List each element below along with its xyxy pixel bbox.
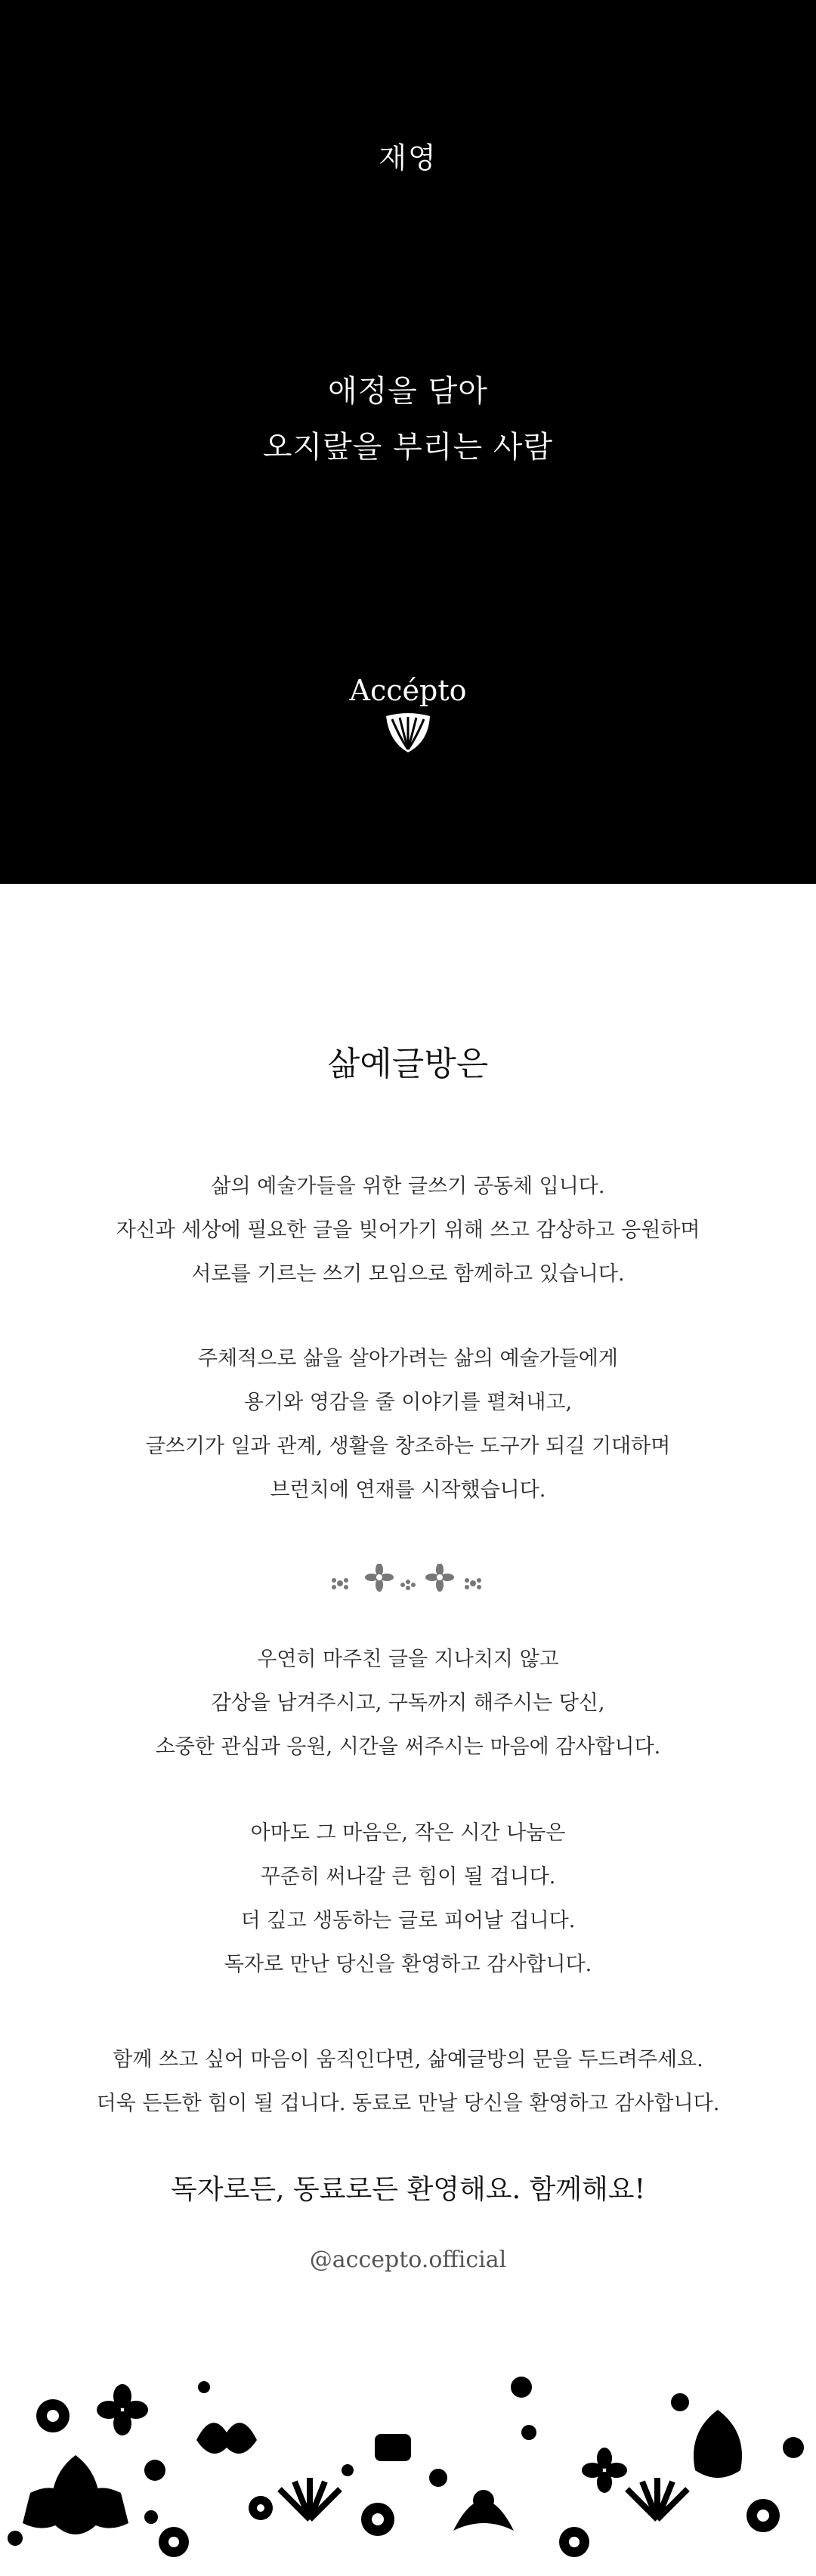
intro-section bbox=[0, 884, 816, 2334]
tagline-line-1: 애정을 담아 bbox=[328, 374, 488, 409]
paragraph-2 bbox=[0, 1337, 816, 1512]
text-line: 더욱 든든한 힘이 될 겁니다. 동료로 만날 당신을 환영하고 감사합니다. bbox=[96, 2092, 720, 2115]
paragraph-5 bbox=[0, 2038, 816, 2126]
text-line: 독자로 만난 당신을 환영하고 감사합니다. bbox=[224, 1953, 592, 1976]
text-line: 함께 쓰고 싶어 마음이 움직인다면, 삶예글방의 문을 두드려주세요. bbox=[113, 2048, 703, 2071]
text-line: 브런치에 연재를 시작했습니다. bbox=[270, 1478, 546, 1502]
text-line: 소중한 관심과 응원, 시간을 써주시는 마음에 감사합니다. bbox=[155, 1735, 661, 1759]
author-name: 재영 bbox=[379, 141, 437, 175]
floral-border-icon bbox=[0, 2357, 816, 2576]
text-line: 글쓰기가 일과 관계, 생활을 창조하는 도구가 되길 기대하며 bbox=[145, 1435, 671, 1458]
text-line: 감상을 남겨주시고, 구독까지 해주시는 당신, bbox=[211, 1691, 605, 1715]
flower-divider-icon bbox=[325, 1564, 491, 1602]
paragraph-3 bbox=[0, 1638, 816, 1769]
text-line: 삶의 예술가들을 위한 글쓰기 공동체 입니다. bbox=[211, 1175, 605, 1198]
text-line: 서로를 기르는 쓰기 모임으로 함께하고 있습니다. bbox=[191, 1262, 625, 1286]
brand-logo-text: Accépto bbox=[349, 674, 467, 707]
text-line: 주체적으로 삶을 살아가려는 삶의 예술가들에게 bbox=[198, 1347, 618, 1370]
text-line: 용기와 영감을 줄 이야기를 펼쳐내고, bbox=[243, 1391, 573, 1414]
closing-message: 독자로든, 동료로든 환영해요. 함께해요! bbox=[170, 2174, 646, 2205]
section-title: 삶예글방은 bbox=[327, 1045, 489, 1083]
hero-section bbox=[0, 0, 816, 884]
paragraph-4 bbox=[0, 1812, 816, 1987]
instagram-handle: @accepto.official bbox=[309, 2247, 507, 2273]
text-line: 꾸준히 써나갈 큰 힘이 될 겁니다. bbox=[260, 1865, 556, 1889]
text-line: 우연히 마주친 글을 지나치지 않고 bbox=[257, 1648, 559, 1671]
paragraph-1 bbox=[0, 1165, 816, 1296]
shell-logo-icon bbox=[383, 712, 433, 754]
text-line: 자신과 세상에 필요한 글을 빚어가기 위해 쓰고 감상하고 응원하며 bbox=[116, 1219, 700, 1242]
text-line: 더 깊고 생동하는 글로 피어날 겁니다. bbox=[240, 1909, 576, 1932]
text-line: 아마도 그 마음은, 작은 시간 나눔은 bbox=[250, 1821, 566, 1845]
tagline-line-2: 오지랖을 부리는 사람 bbox=[262, 430, 554, 465]
